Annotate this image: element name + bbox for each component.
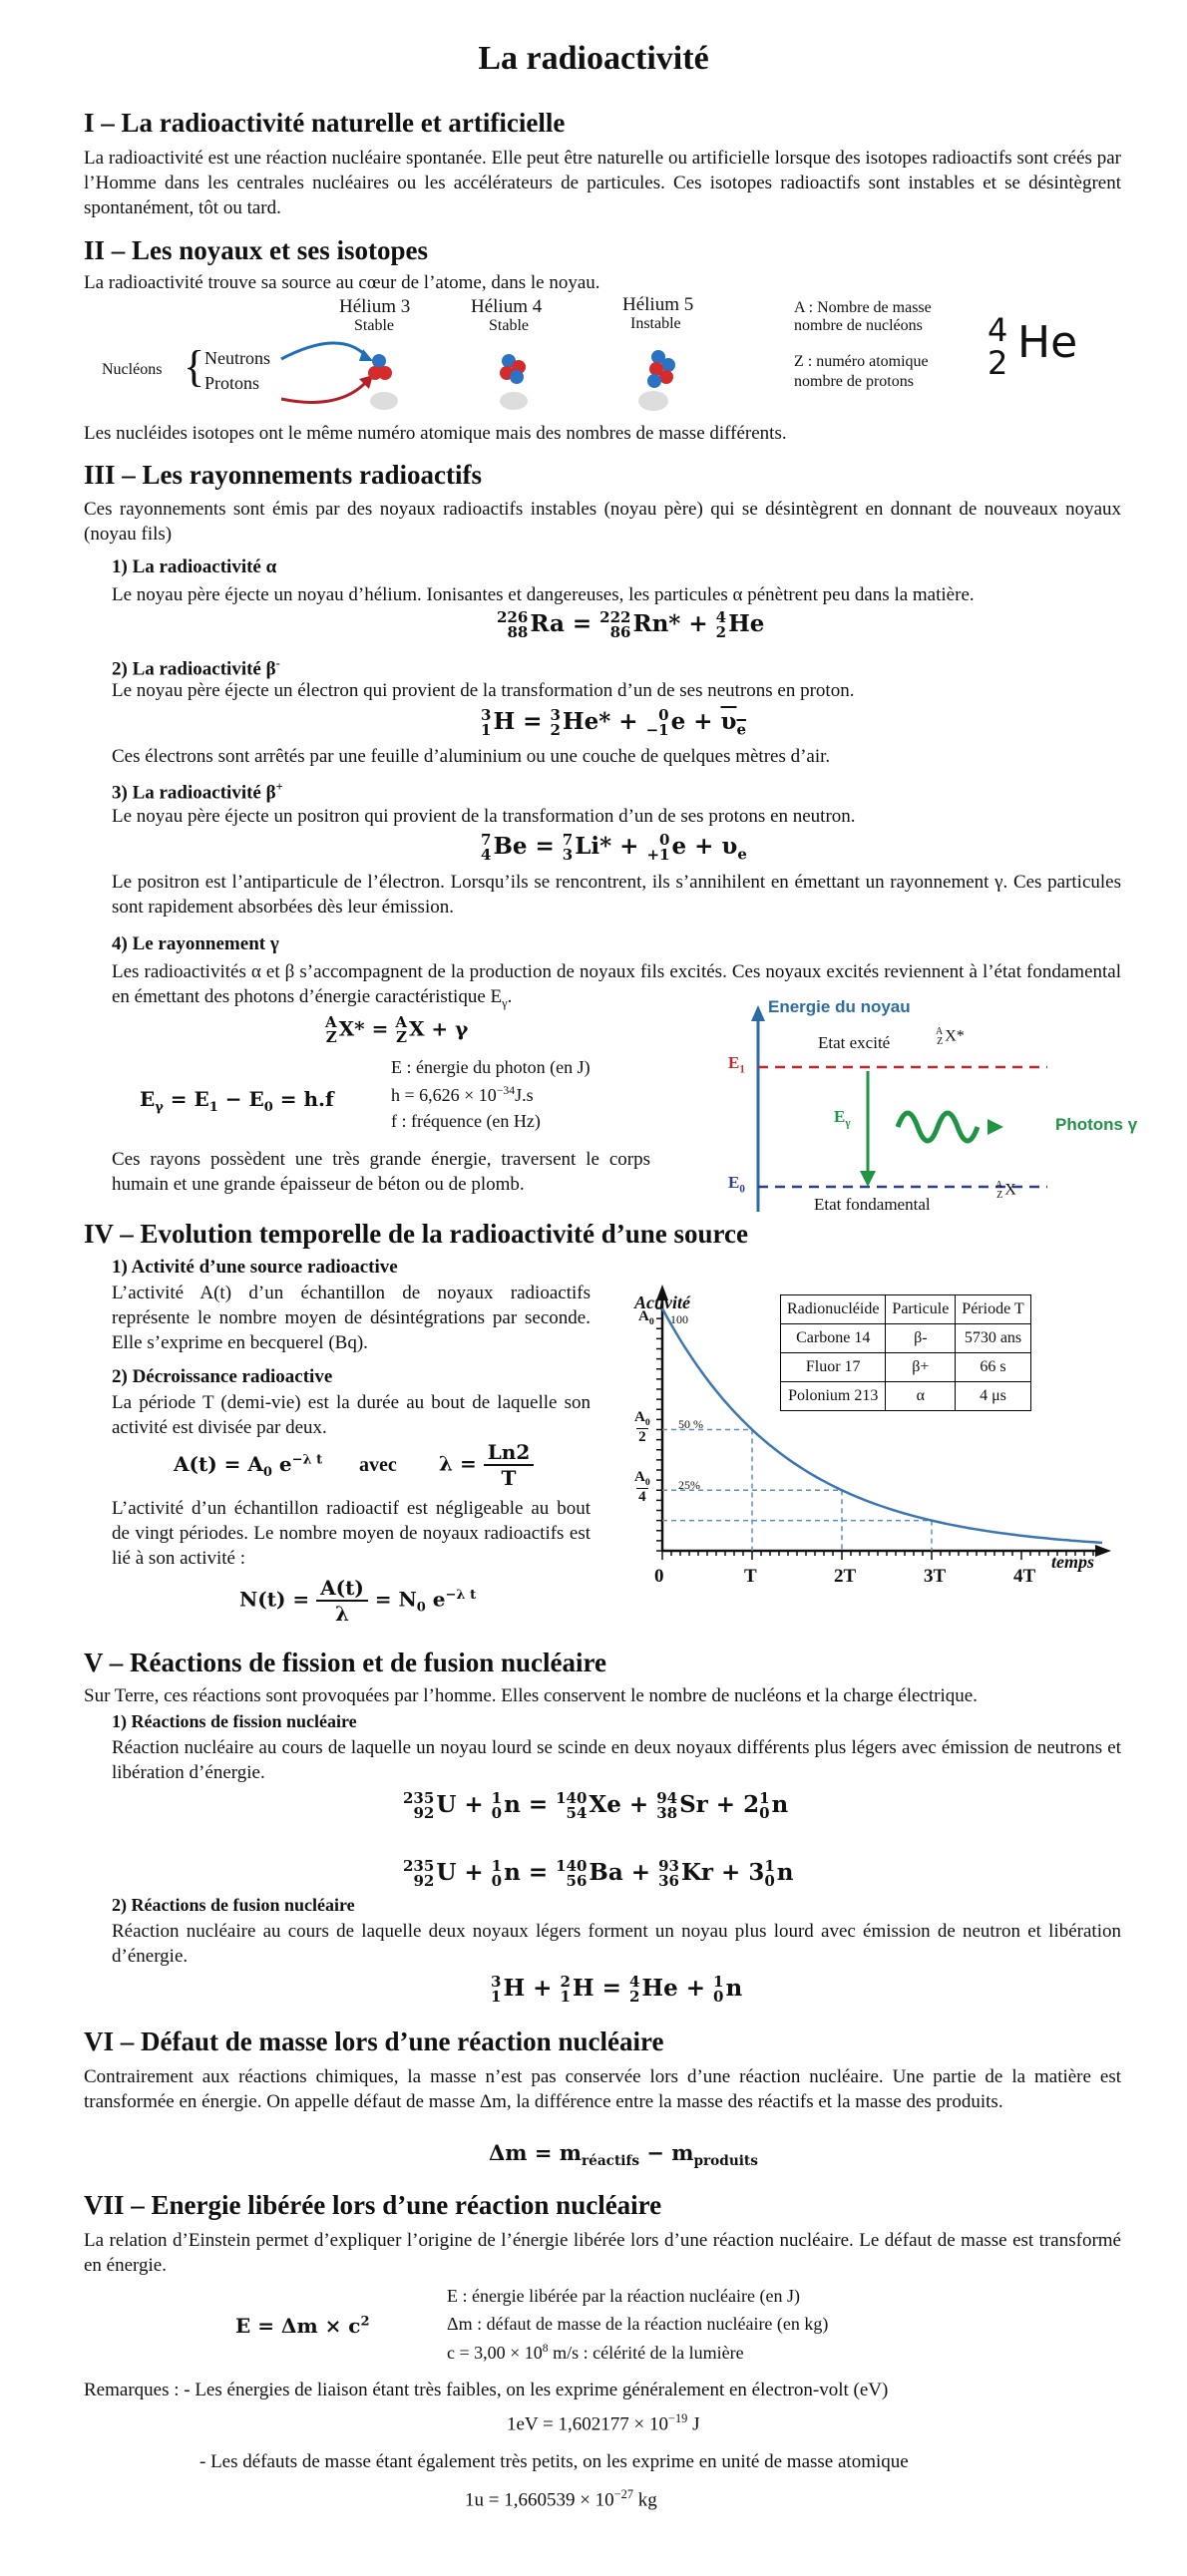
diagram-xstar: [936, 1027, 965, 1047]
table-header: Radionucléide: [781, 1295, 886, 1324]
table-row: [781, 1324, 1031, 1353]
section-1-heading: I – La radioactivité naturelle et artificielle: [84, 108, 566, 138]
h-unit: J.s: [515, 1085, 534, 1105]
a-definition: A : Nombre de masse: [794, 299, 932, 316]
section-7-text: La relation d’Einstein permet d’expliquer l’origine de l’énergie libérée lors d’une réaction nucléaire. Le défaut de masse est transformé en énergie.: [84, 2230, 1121, 2276]
diagram-z-1: Z: [937, 1036, 944, 1047]
he3-label: Hélium 3: [339, 296, 411, 317]
section-5-intro: Sur Terre, ces réactions sont provoquées par l’homme. Elles conservent le nombre de nucléons et la charge électrique.: [84, 1685, 978, 1706]
table-cell: Carbone 14: [781, 1324, 886, 1353]
table-cell: 5730 ans: [956, 1324, 1030, 1353]
beta-minus-title-text: 2) La radioactivité β: [112, 658, 276, 680]
gamma-title: 4) Le rayonnement γ: [112, 933, 279, 954]
gamma-text: Les radioactivités α et β s’accompagnent de la production de noyaux fils excités. Ces noyaux excités reviennent à l’état fondamental en émettant des photons d’énergie caractéristique $E_\gamma$.: [112, 961, 1121, 1010]
fusion-equation: 3 1 H + 2 1 H = 4 2 He + 1 0 n: [491, 1973, 743, 2006]
c-definition: [447, 2342, 744, 2364]
symbol-a: 4: [988, 311, 1008, 349]
diagram-eg-sub: γ: [845, 1117, 851, 1130]
remark-2: - Les défauts de masse étant également très petits, on les exprime en unité de masse atomique: [199, 2451, 909, 2472]
lambda-equation: λ = $\frac{Ln2}{T}$: [439, 1440, 534, 1490]
fusion-text: Réaction nucléaire au cours de laquelle deux noyaux légers forment un noyau plus lourd avec émission de neutron et libération d’énergie.: [112, 1921, 1121, 1967]
diagram-axis-label: Energie du noyau: [768, 997, 911, 1016]
diagram-e0-text: E: [728, 1173, 740, 1192]
x-tick-label: 3T: [924, 1566, 947, 1587]
beta-plus-title: 3) La radioactivité β+: [112, 780, 283, 804]
n-equation: N(t) = $\frac{A(t)}{\lambda}$ = $N_0$ $e^{-\lambda t}$: [239, 1576, 477, 1626]
mass-defect-definition: Δm : défaut de masse de la réaction nucléaire (en kg): [447, 2314, 829, 2334]
mass-defect-sub2: produits: [693, 2153, 758, 2170]
activity-text: L’activité A(t) d’un échantillon de noyaux radioactifs représente le nombre moyen de désintégrations par seconde. Elle s’exprime en becquerel (Bq).: [112, 1283, 591, 1353]
c-definition-rest: m/s : célérité de la lumière: [548, 2343, 744, 2363]
chart-a0-text: A: [638, 1308, 649, 1324]
section-6-text: Contrairement aux réactions chimiques, la masse n’est pas conservée lors d’une réaction nucléaire. Une partie de la matière est transformée en énergie. On appelle défaut de masse Δm, la différence entre la masse des réactifs et la masse des produits.: [84, 2066, 1121, 2112]
chart-a0-sub: 0: [648, 1316, 654, 1327]
mass-defect-left: Δm = m: [489, 2140, 582, 2165]
alpha-equation: 226 88 Ra = 222 86 Rn* + 4 2 He: [497, 608, 765, 641]
fusion-title: 2) Réactions de fusion nucléaire: [112, 1895, 355, 1915]
radionuclide-table-wrap: [780, 1294, 1031, 1411]
table-cell: Polonium 213: [781, 1382, 886, 1411]
he5-state: Instable: [630, 315, 681, 332]
u-text: 1u = 1,660539 × 10: [465, 2489, 614, 2511]
section-4-heading: IV – Evolution temporelle de la radioactivité d’une source: [84, 1219, 748, 1249]
z-definition-2: nombre de protons: [794, 373, 914, 390]
table-header: Particule: [886, 1295, 956, 1324]
diagram-a-1: A: [936, 1026, 944, 1037]
u-unit: kg: [633, 2489, 657, 2511]
alpha-text: Le noyau père éjecte un noyau d’hélium. Ionisantes et dangereuses, les particules α pénètrent peu dans la matière.: [112, 584, 975, 605]
table-cell: β+: [886, 1353, 956, 1382]
ev-definition: [507, 2411, 699, 2435]
energy-definition: E : énergie libérée par la réaction nucléaire (en J): [447, 2286, 800, 2306]
beta-minus-after: Ces électrons sont arrêtés par une feuille d’aluminium ou une couche de quelques mètres d’air.: [112, 746, 831, 767]
diagram-photons: Photons γ: [1055, 1115, 1138, 1134]
f-definition: f : fréquence (en Hz): [391, 1111, 541, 1131]
section-2-outro: Les nucléides isotopes ont le même numéro atomique mais des nombres de masse différents.: [84, 423, 787, 444]
mass-defect-sub1: réactifs: [581, 2153, 639, 2170]
beta-minus-equation: 3 1 H = 3 2 He* + 0 −1 $e + \upsilon_e$: [481, 706, 747, 739]
section-3-heading: III – Les rayonnements radioactifs: [84, 460, 482, 490]
diagram-x-text: X: [1004, 1181, 1016, 1199]
avec-label: avec: [359, 1454, 397, 1476]
x-tick-label: T: [744, 1566, 757, 1587]
he3-state: Stable: [354, 317, 394, 334]
u-definition: [465, 2487, 657, 2511]
section-5-heading: V – Réactions de fission et de fusion nucléaire: [84, 1648, 607, 1677]
x-tick-label: 2T: [834, 1566, 857, 1587]
brace-icon: {: [184, 342, 205, 391]
neutrons-label: Neutrons: [204, 348, 270, 368]
table-cell: α: [886, 1382, 956, 1411]
he5-label: Hélium 5: [622, 294, 694, 315]
alpha-title: 1) La radioactivité α: [112, 556, 277, 577]
c-exponent: 8: [542, 2342, 549, 2355]
activity-equation: $A(t) = A_0$ $e^{-\lambda t}$: [174, 1452, 323, 1480]
remark-1: Remarques : - Les énergies de liaison étant très faibles, on les exprime généralement en électron-volt (eV): [84, 2380, 889, 2400]
ev-exponent: −19: [668, 2411, 688, 2425]
e-definition: E : énergie du photon (en J): [391, 1057, 591, 1077]
photon-energy-equation: $E_\gamma = E_1 - E_0 = h.f$: [140, 1087, 334, 1115]
x-tick-label: 0: [654, 1566, 664, 1587]
symbol-element: He: [1017, 317, 1078, 368]
diagram-e1-sub: 1: [739, 1063, 745, 1076]
beta-minus-text: Le noyau père éjecte un électron qui provient de la transformation d’un de ses neutrons en proton.: [112, 680, 855, 701]
table-cell: β-: [886, 1324, 956, 1353]
diagram-ground-label: Etat fondamental: [814, 1195, 931, 1214]
decay-title: 2) Décroissance radioactive: [112, 1366, 333, 1387]
diagram-egamma: [834, 1107, 851, 1129]
decay-text: La période T (demi-vie) est la durée au bout de laquelle son activité est divisée par deux.: [112, 1392, 591, 1438]
beta-plus-title-text: 3) La radioactivité β: [112, 782, 276, 804]
chart-a0: [638, 1308, 654, 1327]
diagram-e0-sub: 0: [739, 1183, 745, 1196]
fission-equation-1: 235 92 U + 1 0 n = 140 54 Xe + 94 38 Sr + 2 1 0 n: [403, 1789, 789, 1822]
diagram-e0: [728, 1173, 745, 1195]
table-cell: 4 μs: [956, 1382, 1030, 1411]
mass-defect-equation: [489, 2140, 758, 2169]
diagram-e1-text: E: [728, 1053, 740, 1072]
ev-text: 1eV = 1,602177 × 10: [507, 2413, 668, 2435]
diagram-excited-label: Etat excité: [818, 1033, 891, 1052]
gamma-equation: A Z X* = A Z X + γ: [325, 1013, 469, 1046]
x-tick-label: 4T: [1013, 1566, 1036, 1587]
chart-a0-half: $A_0$ 2: [634, 1409, 650, 1445]
table-cell: 66 s: [956, 1353, 1030, 1382]
table-cell: Fluor 17: [781, 1353, 886, 1382]
diagram-xstar-text: X*: [945, 1027, 965, 1045]
h-definition: [391, 1084, 534, 1106]
a-definition-2: nombre de nucléons: [794, 317, 923, 334]
beta-plus-after: Le positron est l’antiparticule de l’électron. Lorsqu’ils se rencontrent, ils s’annihilent en émettant un rayonnement γ. Ces particules sont rapidement absorbées dès leur émission.: [112, 872, 1121, 918]
protons-label: Protons: [204, 373, 260, 393]
chart-ylabel: Activité: [634, 1292, 690, 1312]
nucleons-label: Nucléons: [102, 361, 163, 378]
activity-title: 1) Activité d’une source radioactive: [112, 1257, 398, 1278]
gamma-text-body: Les radioactivités α et β s’accompagnent de la production de noyaux fils excités. Ces noyaux excités reviennent à l’état fondamental en émettant des photons d’énergie caractéristique E: [112, 961, 1121, 1007]
section-2-heading: II – Les noyaux et ses isotopes: [84, 235, 429, 265]
gamma-after: Ces rayons possèdent une très grande énergie, traversent le corps humain et une grande épaisseur de béton ou de plomb.: [112, 1149, 650, 1195]
beta-plus-equation: 7 4 Be = 7 3 Li* + 0 +1 $e + \upsilon_e$: [481, 831, 747, 864]
he4-state: Stable: [489, 317, 529, 334]
table-row: [781, 1353, 1031, 1382]
table-header: Période T: [956, 1295, 1030, 1324]
activity-after: L’activité d’un échantillon radioactif est négligeable au bout de vingt périodes. Le nombre moyen de noyaux radioactifs est lié à son activité :: [112, 1498, 591, 1569]
symbol-z: 2: [988, 344, 1008, 382]
chart-y100: 100: [670, 1312, 688, 1326]
he4-label: Hélium 4: [471, 296, 543, 317]
beta-plus-text: Le noyau père éjecte un positron qui provient de la transformation d’un de ses protons en neutron.: [112, 806, 856, 827]
einstein-equation: $E = \Delta m \times c^2$: [235, 2314, 370, 2338]
chart-xlabel: temps: [1051, 1552, 1094, 1572]
c-definition-text: c = 3,00 × 10: [447, 2343, 543, 2363]
z-definition: Z : numéro atomique: [794, 353, 929, 370]
diagram-x: [995, 1181, 1016, 1201]
section-2-intro: La radioactivité trouve sa source au cœur de l’atome, dans le noyau.: [84, 272, 600, 293]
fission-text: Réaction nucléaire au cours de laquelle un noyau lourd se scinde en deux noyaux différents plus légers avec émission de neutrons et libération d’énergie.: [112, 1737, 1121, 1783]
diagram-e1: [728, 1053, 745, 1075]
fission-equation-2: 235 92 U + 1 0 n = 140 56 Ba + 93 36 Kr + 3 1 0 n: [403, 1857, 794, 1890]
h-definition-text: h = 6,626 × 10: [391, 1085, 497, 1105]
chart-y50: 50 %: [678, 1417, 703, 1431]
table-row: [781, 1382, 1031, 1411]
beta-minus-title: 2) La radioactivité β-: [112, 656, 280, 680]
mass-defect-mid: − m: [639, 2140, 694, 2165]
ev-unit: J: [687, 2413, 700, 2435]
decay-chart-guides: [662, 1430, 932, 1552]
diagram-a-2: A: [995, 1180, 1003, 1191]
page-title: La radioactivité: [478, 40, 709, 77]
section-3-intro: Ces rayonnements sont émis par des noyaux radioactifs instables (noyau père) qui se désintègrent en donnant de nouveaux noyaux (noyau fils): [84, 499, 1121, 545]
u-exponent: −27: [613, 2487, 633, 2501]
einstein-equation-text: E = Δm × c: [235, 2314, 361, 2338]
h-exponent: −34: [496, 1084, 516, 1097]
section-1-text: La radioactivité est une réaction nucléaire spontanée. Elle peut être naturelle ou artificielle lorsque des isotopes radioactifs sont créés par l’Homme dans les centrales nucléaires ou les accélérateurs de particules. Ces isotopes radioactifs sont instables et se désintègrent spontanément, tôt ou tard.: [84, 148, 1121, 218]
section-7-heading: VII – Energie libérée lors d’une réaction nucléaire: [84, 2190, 662, 2220]
section-6-heading: VI – Défaut de masse lors d’une réaction nucléaire: [84, 2026, 664, 2056]
chart-y25: 25%: [678, 1478, 700, 1492]
diagram-z-2: Z: [996, 1190, 1003, 1201]
isotopes-illustration: [279, 329, 698, 419]
diagram-eg-text: E: [834, 1107, 846, 1126]
chart-a0-quarter: $A_0$ 4: [634, 1469, 650, 1505]
energy-level-diagram: [698, 997, 1137, 1222]
radionuclide-table: [780, 1294, 1031, 1411]
fission-title: 1) Réactions de fission nucléaire: [112, 1711, 357, 1731]
